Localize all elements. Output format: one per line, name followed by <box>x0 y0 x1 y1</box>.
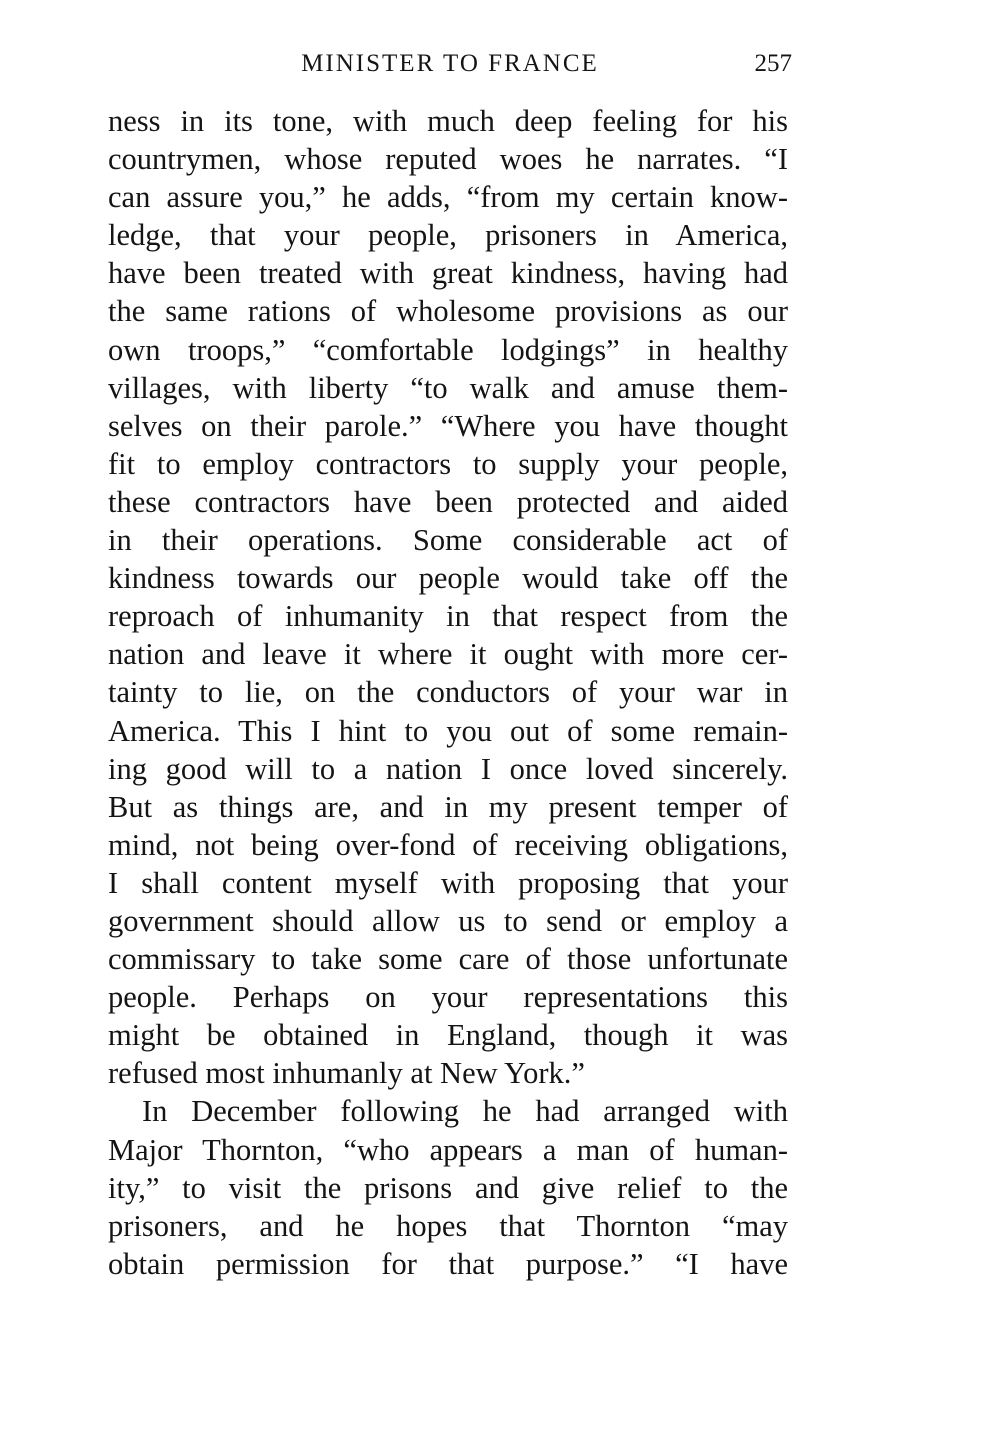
text-line: have been treated with great kindness, having had <box>108 256 788 291</box>
text-line: villages, with liberty “to walk and amuse them- <box>108 370 788 405</box>
text-line: the same rations of wholesome provisions as our <box>108 294 788 329</box>
text-line: fit to employ contractors to supply your people, <box>108 446 788 481</box>
text-line: countrymen, whose reputed woes he narrates. “I <box>108 142 788 177</box>
text-line: ing good will to a nation I once loved sincerely. <box>108 751 788 786</box>
text-line: commissary to take some care of those unfortunate <box>108 942 788 977</box>
text-line: mind, not being over-fond of receiving obligations, <box>108 827 788 862</box>
paragraph-last-line: refused most inhumanly at New York.” <box>108 1056 585 1091</box>
page-number: 257 <box>754 50 792 77</box>
text-line: ity,” to visit the prisons and give relief to the <box>108 1170 788 1205</box>
text-line: reproach of inhumanity in that respect from the <box>108 599 788 634</box>
text-line: own troops,” “comfortable lodgings” in healthy <box>108 332 788 367</box>
text-line: ledge, that your people, prisoners in America, <box>108 218 788 253</box>
text-line: America. This I hint to you out of some remain- <box>108 713 788 748</box>
text-line: government should allow us to send or employ a <box>108 903 788 938</box>
text-line: tainty to lie, on the conductors of your war in <box>108 675 788 710</box>
running-header <box>108 48 792 82</box>
text-line: can assure you,” he adds, “from my certain know- <box>108 180 788 215</box>
text-line: kindness towards our people would take off the <box>108 561 788 596</box>
text-line: ness in its tone, with much deep feeling for his <box>108 104 788 138</box>
text-line: people. Perhaps on your representations this <box>108 980 788 1015</box>
text-line: prisoners, and he hopes that Thornton “may <box>108 1208 788 1243</box>
paragraph-first-line: In December following he had arranged with <box>142 1094 788 1129</box>
text-line: Major Thornton, “who appears a man of human- <box>108 1132 788 1167</box>
running-title: MINISTER TO FRANCE <box>301 50 599 77</box>
body-text <box>108 102 788 1283</box>
text-line: these contractors have been protected and aided <box>108 484 788 519</box>
text-line: might be obtained in England, though it was <box>108 1018 788 1053</box>
text-line: But as things are, and in my present temper of <box>108 789 788 824</box>
text-line: in their operations. Some considerable act of <box>108 523 788 558</box>
text-line: I shall content myself with proposing that your <box>108 865 788 900</box>
text-line: selves on their parole.” “Where you have thought <box>108 408 788 443</box>
text-line: obtain permission for that purpose.” “I have <box>108 1246 788 1281</box>
text-line: nation and leave it where it ought with more cer- <box>108 637 788 672</box>
